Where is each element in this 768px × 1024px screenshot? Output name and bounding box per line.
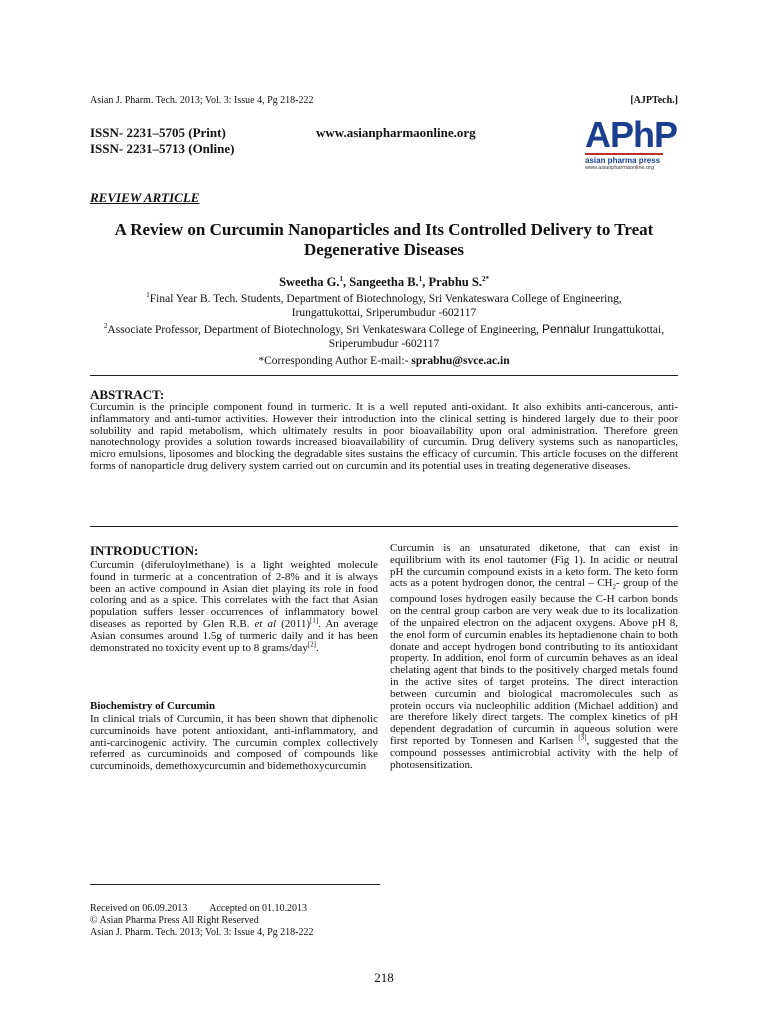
author-3: Prabhu S. (428, 275, 482, 289)
intro-text-b: (2011) (281, 617, 311, 630)
publisher-logo (585, 114, 678, 176)
article-title (90, 220, 678, 260)
issn-block (90, 125, 234, 157)
issn-print: ISSN- 2231–5705 (Print) (90, 125, 226, 140)
divider-abstract (90, 526, 678, 527)
aff-1-line-2: Irungattukottai, Sriperumbudur -602117 (291, 307, 477, 319)
aff-2-line-1a: Associate Professor, Department of Biotechnology, Sri Venkateswara College of Engineering, (107, 324, 540, 336)
corr-email[interactable]: sprabhu@svce.ac.in (411, 355, 510, 367)
abstract-text: Curcumin is the principle component found in turmeric. It is a well reputed anti-oxidant. It also exhibits anti-cancerous, anti-inflammatory and anti-tumor activities. However their introduction into the clinical setting is hindered largely due to their poor solubility and rapid metabolism, which ultimately results in poor bioavailability upon oral administration. Therefore green nanotechnology provides a solution towards increased bioavailability of curcumin. Drug delivery systems such as nanoparticles, micro emulsions, liposomes and blocking the degradable sites sustains the efficacy of curcumin. This article focuses on the different forms of nanoparticle drug delivery system carried out on curcumin and its potential uses in treating degenerative diseases. (90, 401, 678, 472)
intro-text-a: Curcumin (diferuloylmethane) is a light weighted molecule found in turmeric at a concentration of 2-8% and it is always been an active compound in Asian diet playing its role in food coloring and as a spice. This correlates with the fact that Asian population suffers lesser occurrences of inflammatory bowel diseases as reported by Glen R.B. (90, 559, 378, 630)
introduction-heading: INTRODUCTION: (90, 543, 199, 558)
aff-2-sup: 2 (103, 322, 108, 331)
journal-abbreviation: [AJPTech.] (630, 95, 678, 106)
logo-name: asian pharma press (585, 156, 661, 165)
author-3-sup: 2* (481, 274, 489, 283)
abstract-heading: ABSTRACT: (90, 387, 165, 402)
footer-journal-ref: Asian J. Pharm. Tech. 2013; Vol. 3: Issue 4, Pg 218-222 (90, 927, 314, 938)
introduction-paragraph (90, 560, 378, 654)
intro-text-d: . (316, 641, 319, 654)
right-column-paragraph (390, 543, 678, 771)
title-line-1: A Review on Curcumin Nanoparticles and Its Controlled Delivery to Treat (114, 220, 654, 239)
aff-2-line-2: Sriperumbudur -602117 (328, 338, 440, 350)
author-1: Sweetha G. (279, 275, 340, 289)
received-date: Received on 06.09.2013 (90, 903, 188, 914)
author-2-sup: 1 (418, 274, 423, 283)
biochemistry-heading: Biochemistry of Curcumin (90, 700, 216, 712)
website-link[interactable]: www.asianpharmaonline.org (316, 125, 476, 140)
logo-url: www.asianpharmaonline.org (585, 165, 655, 171)
intro-ref-1[interactable]: [1] (310, 616, 319, 625)
right-ref-3[interactable]: [3] (578, 733, 587, 742)
journal-reference: Asian J. Pharm. Tech. 2013; Vol. 3: Issue 4, Pg 218-222 (90, 95, 314, 106)
right-text-a: Curcumin is an unsaturated diketone, that can exist in equilibrium with its enol tautomer (Fig 1). In acidic or neutral pH the curcumin compound exists in a keto form. The keto form acts as a potent hydrogen donor, the central – CH (390, 542, 678, 590)
divider-top (90, 375, 678, 376)
intro-etal: et al (254, 617, 277, 630)
issn-online: ISSN- 2231–5713 (Online) (90, 141, 235, 156)
aff-2-line-1b: Pennalur (541, 322, 590, 336)
footnote-divider (90, 884, 380, 885)
ch2-subscript: 2 (612, 583, 616, 592)
aff-2-line-1c: Irungattukottai, (592, 324, 665, 336)
affiliation-1 (40, 292, 728, 320)
intro-ref-2[interactable]: [2] (307, 639, 316, 648)
affiliation-2 (40, 322, 728, 351)
author-list: Sweetha G.$^1$, Sangeetha B.$^1$, Prabhu S.$^{2*}$ (279, 274, 489, 289)
aff-1-sup: 1 (146, 291, 150, 300)
author-2: Sangeetha B. (349, 275, 419, 289)
accepted-date: Accepted on 01.10.2013 (209, 903, 307, 914)
footnote (90, 903, 313, 939)
page-number: 218 (374, 970, 394, 985)
aff-1-line-1: Final Year B. Tech. Students, Department of Biotechnology, Sri Venkateswara College of Engineering, (149, 293, 622, 305)
title-line-2: Degenerative Diseases (303, 240, 465, 259)
author-1-sup: 1 (339, 274, 343, 283)
copyright: © Asian Pharma Press All Right Reserved (90, 915, 259, 926)
right-text-b: - group of the compound loses hydrogen easily because the C-H carbon bonds on the central group carbon are very weak due to its localization of the unpaired electron on the adjacent oxygens. Above pH 8, the enol form of curcumin enables its heptadienone chain to both donate and accept hydrogen bond contributing to its antioxidant property. In addition, enol form of curcumin behaves as an ideal chelating agent that binds to the positively charged metals found in the active sites of target proteins. The direct interaction between curcumin and biological macromolecules such as protein occurs via nucleophilic addition (Michael addition) and are therefore likely direct targets. The complex kinetics of pH dependent degradation of curcumin in aqueous solution were first reported by Tonnesen and Karlsen (390, 577, 678, 747)
intro-text-c: . An average Asian consumes around 1.5g of turmeric daily and it has been demonstrated no toxicity event up to 8 grams/day (90, 617, 379, 654)
article-type: REVIEW ARTICLE (90, 190, 200, 205)
logo-letters: APhP (585, 114, 678, 155)
corresponding-author (40, 354, 728, 368)
corr-label: *Corresponding Author E-mail:- (258, 355, 409, 367)
biochemistry-paragraph: In clinical trials of Curcumin, it has been shown that diphenolic curcuminoids have potent antioxidant, anti-inflammatory, and anti-carcinogenic activity. The curcumin complex collectively referred as curcuminoids and composed of compounds like curcuminoids, demethoxycurcumin and bidemethoxycurcumin (90, 713, 378, 773)
right-text-c: , suggested that the compound possesses antimicrobial activity with the help of photosensitization. (390, 734, 678, 771)
